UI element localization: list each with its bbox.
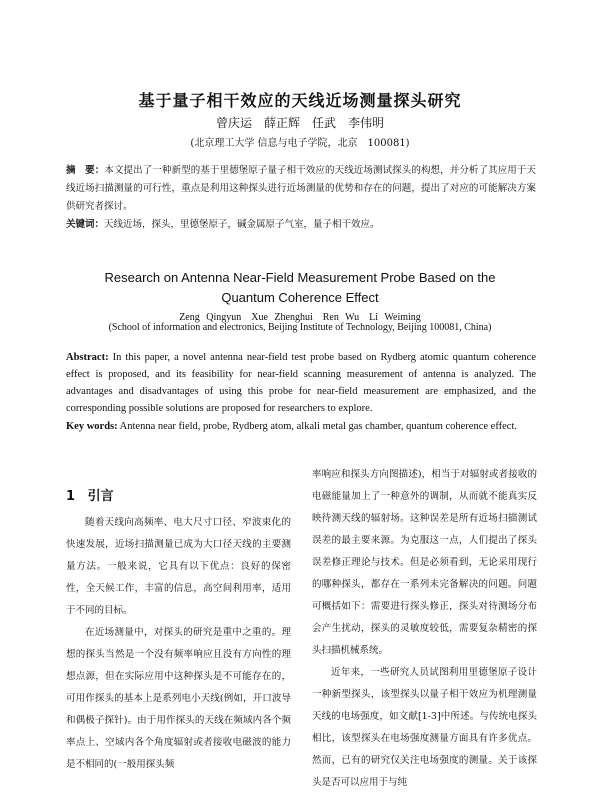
chinese-keywords [66,216,536,234]
english-title-line1: Research on Antenna Near-Field Measurement Probe Based on the [104,270,496,285]
english-keywords-text: Antenna near field, probe, Rydberg atom, alkali metal gas chamber, quantum coherence effect. [117,421,517,432]
right-paragraph-1: 率响应和探头方向图描述)，相当于对辐射或者接收的电磁能量加上了一种意外的调制，从而就不能真实反映待测天线的辐射场。这种误差是所有近场扫描测试误差的最主要来源。为克服这一点，人们提出了探头误差修正理论与技术。但是必须看到，无论采用现行的哪种探头，都存在一系列未完备解决的问题。问题可概括如下：需要进行探头修正，探头对待测场分布会产生扰动，探头的灵敏度较低，需要复杂精密的探头扫描机械系统。 [312,469,537,656]
english-title [0,268,600,308]
english-abstract-label: Abstract: [66,352,109,363]
english-keywords-label: Key words: [66,421,118,432]
chinese-keywords-text: 天线近场，探头，里德堡原子，碱金属原子气室，量子相干效应。 [104,219,380,230]
right-column [312,464,537,794]
chinese-authors: 曾庆运 薛正辉 任武 李伟明 [215,116,384,130]
english-affiliation: (School of information and electronics, Beijing Institute of Technology, Beijing 100081, China) [108,322,492,333]
section-heading [66,485,114,504]
chinese-abstract-text: 本文提出了一种新型的基于里德堡原子量子相干效应的天线近场测试探头的构想，并分析了其应用于天线近场扫描测量的可行性，重点是利用这种探头进行近场测量的优势和存在的问题，提出了对应的可能解决方案供研究者探讨。 [66,165,536,212]
chinese-affiliation: (北京理工大学 信息与电子学院，北京 100081) [190,138,410,149]
english-abstract [66,349,536,417]
left-column [66,512,291,776]
english-title-line2: Quantum Coherence Effect [221,290,379,305]
left-paragraph-2: 在近场测量中，对探头的研究是重中之重的。理想的探头当然是一个没有频率响应且没有方向性的理想点源，但在实际应用中这种探头是不可能存在的，可用作探头的基本上是系列电小天线(例如，开口波导和偶极子探针)。由于用作探头的天线在频域内各个频率点上、空域内各个角度辐射或者接收电磁波的能力是不相同的(一般用探头频 [66,627,291,770]
chinese-title: 基于量子相干效应的天线近场测量探头研究 [138,91,462,110]
chinese-abstract-label: 摘 要： [66,165,105,176]
english-abstract-text: In this paper, a novel antenna near-field test probe based on Rydberg atomic quantum coherence effect is proposed, and its feasibility for near-field scanning measurement of antenna is analyzed. The advantages and disadvantages of using this probe for near-field measurement are emphasized, and the corresponding possible solutions are proposed for researchers to explore. [66,352,536,414]
english-authors: Zeng Qingyun Xue Zhenghui Ren Wu Li Weiming [179,312,421,323]
english-keywords [66,418,536,435]
section-title: 引言 [87,489,114,504]
left-paragraph-1: 随着天线向高频率、电大尺寸口径、窄波束化的快速发展，近场扫描测量已成为大口径天线的主要测量方法。一般来说，它具有以下优点：良好的保密性，全天候工作，丰富的信息，高空间利用率，适用于不同的目标。 [66,517,291,616]
chinese-keywords-label: 关键词： [66,219,105,230]
right-paragraph-2: 近年来，一些研究人员试图利用里德堡原子设计一种新型探头，该型探头以量子相干效应为机理测量天线的电场强度，如文献[1-3]中所述。与传统电探头相比，该型探头在电场强度测量方面具有许多优点。然而，已有的研究仅关注电场强度的测量。关于该探头是否可以应用于与纯 [312,667,537,788]
section-number: 1 [66,489,76,504]
chinese-abstract [66,162,536,216]
